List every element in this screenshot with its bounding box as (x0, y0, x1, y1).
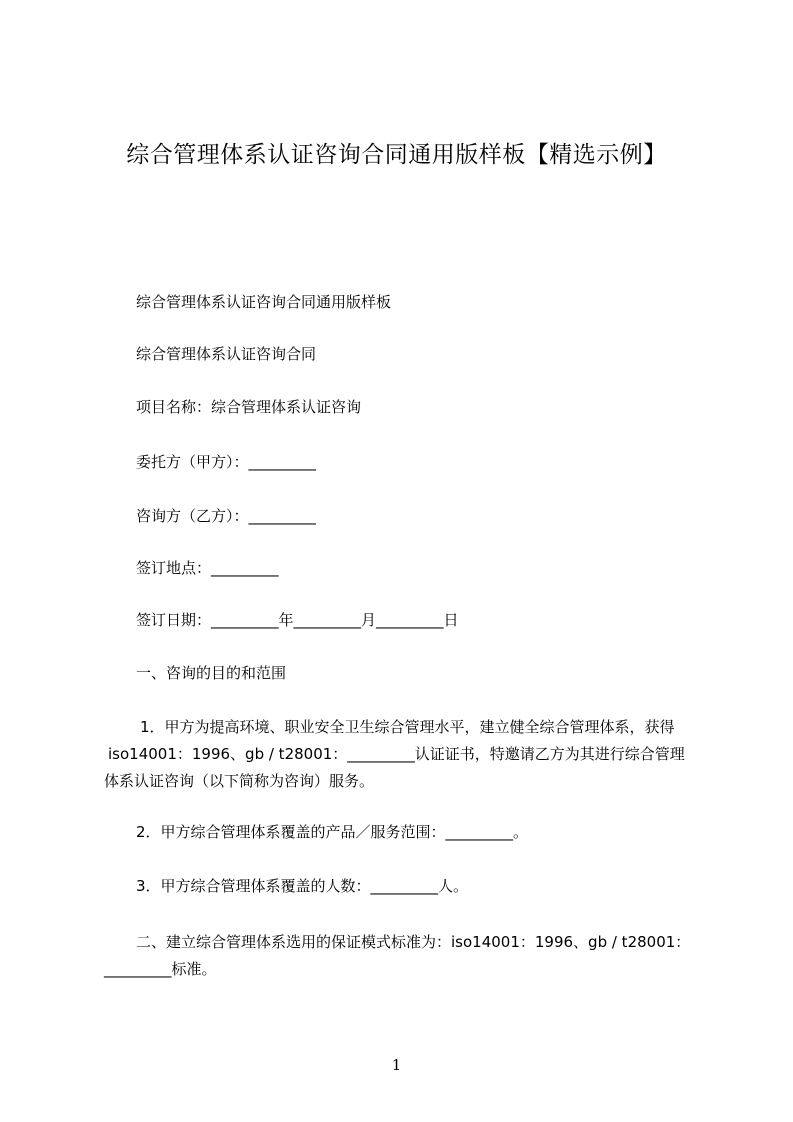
section-1-heading: 一、咨询的目的和范围 (136, 664, 287, 682)
signing-date-line: 签订日期：_________年_________月_________日 (136, 611, 459, 629)
clause-3-line: 3．甲方综合管理体系覆盖的人数：_________人。 (136, 877, 469, 895)
section-2-row: _________标准。 (104, 960, 217, 978)
signing-place-line: 签订地点：_________ (136, 559, 279, 577)
section-2-row: 二、建立综合管理体系选用的保证模式标准为：iso14001：1996、gb / t28001： (136, 933, 691, 951)
clause-1-paragraph (104, 714, 716, 795)
page-number: 1 (391, 1056, 402, 1074)
section-2-paragraph (104, 929, 716, 983)
consultant-party-line: 咨询方（乙方）：_________ (136, 507, 317, 525)
subtitle-line: 综合管理体系认证咨询合同通用版样板 (136, 293, 392, 311)
contract-name-line: 综合管理体系认证咨询合同 (136, 345, 317, 363)
clause-1-row: iso14001：1996、gb / t28001：_________认证证书，特邀请乙方为其进行综合管理 (108, 745, 685, 763)
clause-2-line: 2．甲方综合管理体系覆盖的产品／服务范围：_________。 (136, 823, 529, 841)
project-name-line: 项目名称：综合管理体系认证咨询 (136, 398, 362, 416)
clause-1-row: 1．甲方为提高环境、职业安全卫生综合管理水平，建立健全综合管理体系，获得 (140, 718, 675, 736)
document-title: 综合管理体系认证咨询合同通用版样板【精选示例】 (126, 142, 667, 168)
clause-1-row: 体系认证咨询（以下简称为咨询）服务。 (104, 772, 375, 790)
client-party-line: 委托方（甲方）：_________ (136, 453, 317, 471)
